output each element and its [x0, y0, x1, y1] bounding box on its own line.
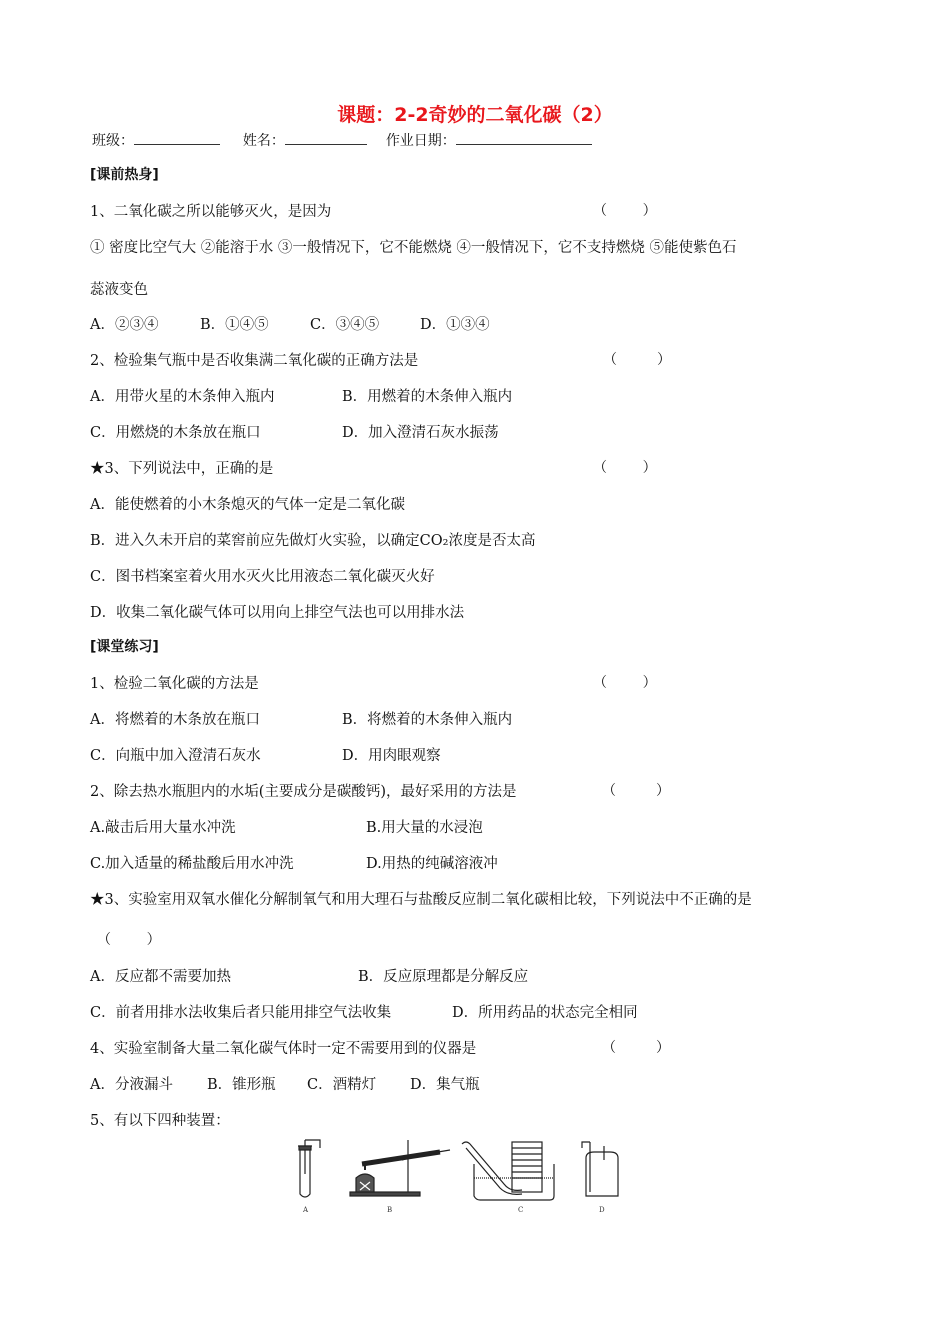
- practice-q1-options-cd: [90, 744, 441, 765]
- option-d[interactable]: D．所用药品的状态完全相同: [452, 1005, 638, 1021]
- option-c[interactable]: C．用燃烧的木条放在瓶口: [90, 425, 261, 441]
- class-field[interactable]: [134, 130, 220, 145]
- figure-label-d: D: [599, 1206, 605, 1214]
- apparatus-b-heating-stand-icon: [350, 1140, 450, 1196]
- option-d[interactable]: D．用肉眼观察: [342, 748, 441, 764]
- section-practice: [课堂练习]: [90, 639, 159, 655]
- practice-q4-options: [90, 1073, 480, 1094]
- warmup-q2-answer-paren[interactable]: （ ）: [603, 352, 672, 368]
- warmup-q1-answer-paren[interactable]: （ ）: [593, 203, 657, 219]
- option-d[interactable]: D.用热的纯碱溶液冲: [366, 856, 498, 872]
- option-c[interactable]: C．酒精灯: [307, 1077, 377, 1093]
- option-b[interactable]: B．反应原理都是分解反应: [358, 969, 529, 985]
- option-b[interactable]: B．进入久未开启的菜窖前应先做灯火实验，以确定CO₂浓度是否太高: [90, 533, 536, 549]
- warmup-q2-options-cd: [90, 421, 499, 442]
- option-a[interactable]: A．②③④: [90, 317, 159, 333]
- page-title: 课题：2-2奇妙的二氧化碳（2）: [337, 104, 613, 126]
- practice-q4-stem: 4、实验室制备大量二氧化碳气体时一定不需要用到的仪器是: [90, 1041, 477, 1057]
- warmup-q2-options-ab: [90, 385, 512, 406]
- warmup-q1-statements-cont: 蕊液变色: [90, 282, 148, 298]
- practice-q2-stem: 2、除去热水瓶胆内的水垢(主要成分是碳酸钙)，最好采用的方法是: [90, 784, 517, 800]
- figure-label-b: B: [387, 1206, 393, 1214]
- practice-q2-answer-paren[interactable]: （ ）: [602, 783, 671, 799]
- practice-q2-options-cd: [90, 852, 498, 873]
- option-b[interactable]: B．用燃着的木条伸入瓶内: [342, 389, 513, 405]
- option-a[interactable]: A．将燃着的木条放在瓶口: [90, 712, 260, 728]
- option-a[interactable]: A．反应都不需要加热: [90, 969, 231, 985]
- figure-label-c: C: [518, 1206, 524, 1214]
- option-a[interactable]: A．用带火星的木条伸入瓶内: [90, 389, 275, 405]
- apparatus-figure: [290, 1134, 630, 1216]
- name-field[interactable]: [285, 130, 367, 145]
- apparatus-c-water-trough-icon: [462, 1142, 554, 1200]
- section-warmup: [课前热身]: [90, 167, 159, 183]
- warmup-q1-stem: 1、二氧化碳之所以能够灭火，是因为: [90, 204, 332, 220]
- warmup-q2-stem: 2、检验集气瓶中是否收集满二氧化碳的正确方法是: [90, 353, 419, 369]
- option-a[interactable]: A．分液漏斗: [90, 1077, 173, 1093]
- practice-q3-answer-paren[interactable]: （ ）: [97, 932, 161, 948]
- apparatus-a-test-tube-icon: [298, 1140, 320, 1197]
- option-c[interactable]: C．向瓶中加入澄清石灰水: [90, 748, 261, 764]
- option-b[interactable]: B．①④⑤: [200, 317, 269, 333]
- date-label: 作业日期：: [385, 133, 456, 149]
- option-d[interactable]: D．收集二氧化碳气体可以用向上排空气法也可以用排水法: [90, 605, 465, 621]
- option-b[interactable]: B．将燃着的木条伸入瓶内: [342, 712, 513, 728]
- option-c[interactable]: C．③④⑤: [310, 317, 380, 333]
- header-info-row: [92, 130, 592, 150]
- option-b[interactable]: B.用大量的水浸泡: [366, 820, 483, 836]
- apparatus-d-gas-bottle-icon: [582, 1142, 618, 1196]
- warmup-q3-answer-paren[interactable]: （ ）: [593, 460, 657, 476]
- option-a[interactable]: A.敲击后用大量水冲洗: [90, 820, 236, 836]
- option-c[interactable]: C．前者用排水法收集后者只能用排空气法收集: [90, 1005, 392, 1021]
- practice-q3-stem: ★3、实验室用双氧水催化分解制氧气和用大理石与盐酸反应制二氧化碳相比较，下列说法中不正确的是: [90, 892, 752, 908]
- practice-q3-options-ab: [90, 965, 528, 986]
- practice-q1-options-ab: [90, 708, 512, 729]
- practice-q3-options-cd: [90, 1001, 638, 1022]
- option-a[interactable]: A．能使燃着的小木条熄灭的气体一定是二氧化碳: [90, 497, 405, 513]
- option-b[interactable]: B．锥形瓶: [207, 1077, 276, 1093]
- practice-q1-answer-paren[interactable]: （ ）: [593, 675, 657, 691]
- warmup-q1-statements: ① 密度比空气大 ②能溶于水 ③一般情况下，它不能燃烧 ④一般情况下，它不支持燃烧 ⑤能使紫色石: [90, 240, 737, 256]
- practice-q2-options-ab: [90, 816, 483, 837]
- option-d[interactable]: D．集气瓶: [410, 1077, 480, 1093]
- class-label: 班级：: [92, 133, 134, 149]
- option-c[interactable]: C．图书档案室着火用水灭火比用液态二氧化碳灭火好: [90, 569, 435, 585]
- practice-q4-answer-paren[interactable]: （ ）: [602, 1040, 671, 1056]
- name-label: 姓名：: [242, 133, 285, 149]
- warmup-q3-stem: ★3、下列说法中，正确的是: [90, 461, 274, 477]
- practice-q1-stem: 1、检验二氧化碳的方法是: [90, 676, 259, 692]
- practice-q5-stem: 5、有以下四种装置：: [90, 1113, 230, 1129]
- warmup-q1-options: [90, 313, 490, 334]
- option-d[interactable]: D．加入澄清石灰水振荡: [342, 425, 499, 441]
- figure-label-a: A: [303, 1206, 309, 1214]
- date-field[interactable]: [456, 130, 592, 145]
- option-d[interactable]: D．①③④: [420, 317, 490, 333]
- option-c[interactable]: C.加入适量的稀盐酸后用水冲洗: [90, 856, 294, 872]
